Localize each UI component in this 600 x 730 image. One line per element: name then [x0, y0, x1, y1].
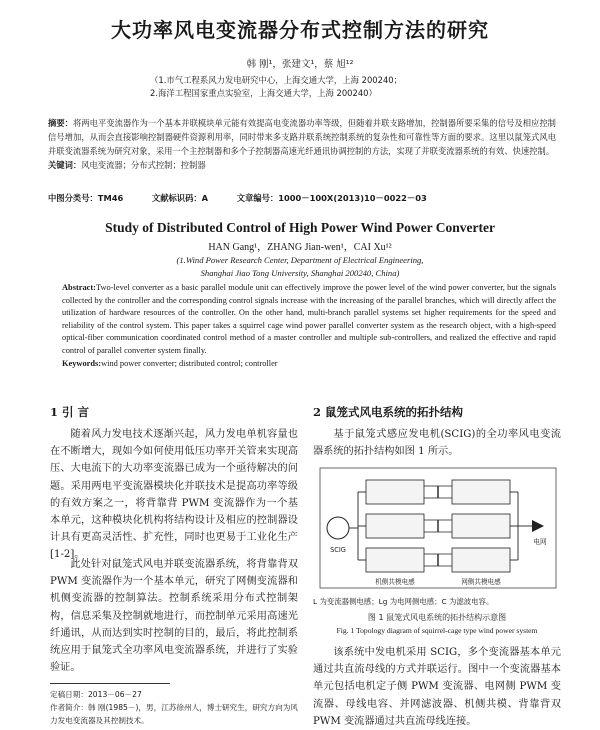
cn-affiliations [150, 74, 490, 100]
section1-paragraph: 随着风力发电技术逐渐兴起，风力发电单机容量也在不断增大，现如今如何使用低压功率开关管来实现高压、大电流下的大功率变流器已成为一个亟待解决的问题。采用两电平变流器模块化并联技术是提高功率等级的有效方案之一，将背靠背 PWM 变流器作为一个基本单元，这种模块化机构将结构设计及相应的控制器设计具有更高灵活性、扩充性，同时也更易于工业化生产[1-2]。 [50, 429, 298, 561]
converter-unit [366, 514, 510, 538]
en-authors: HAN Gang¹，ZHANG Jian-wen¹，CAI Xu¹² [208, 242, 392, 253]
doc-code: 文献标识码：A [151, 193, 209, 203]
figure-legend: L 为变流器侧电感；Lg 为电网侧电感；C 为滤波电容。 [313, 597, 494, 606]
machine-side-converter [366, 514, 424, 538]
section2-paragraph: 基于鼠笼式感应发电机(SCIG)的全功率风电变流器系统的拓扑结构如图 1 所示。 [313, 429, 561, 458]
grid-connection-icon [532, 520, 544, 532]
generator-label: SCIG [330, 546, 346, 554]
received-date: 定稿日期：2013－06－27 [50, 690, 142, 699]
en-keywords-label: Keywords: [62, 358, 102, 368]
en-affiliations [0, 254, 600, 279]
section1-paragraph: 此处针对鼠笼式风电并联变流器系统，将背靠背双 PWM 变流器作为一个基本单元，研究了网侧变流器和机侧变流器的控制算法。控制系统采用分布式控制架构，信息采集及控制就地进行，而控制单元采用高速光纤通讯，从而达到实时控制的目的，最后，将此控制系统应用于鼠笼式全功率风电变流器系统，并进行了实验验证。 [50, 559, 298, 674]
clc-number: 中图分类号：TM46 [48, 193, 124, 203]
cn-keywords: 风电变流器；分布式控制；控制器 [81, 160, 206, 170]
section2-heading: 2 鼠笼式风电系统的拓扑结构 [313, 405, 464, 419]
topology-diagram [318, 466, 558, 590]
generator-symbol [327, 517, 349, 539]
cn-title: 大功率风电变流器分布式控制方法的研究 [111, 18, 489, 42]
cn-meta-row [48, 192, 568, 204]
en-keywords: wind power converter; distributed control; controller [101, 358, 278, 368]
machine-side-converter [366, 548, 424, 572]
en-affiliation-line: Shanghai Jiao Tong University, Shanghai 200240, China) [200, 267, 400, 278]
grid-side-converter [452, 480, 510, 504]
author-intro: 作者简介：韩 刚(1985－)，男，江苏徐州人，博士研究生，研究方向为风力发电变流器及其控制技术。 [50, 703, 298, 725]
en-abstract-text: Two-level converter as a basic parallel module unit can effectively improve the power level of the wind power converter, but the signals collected by the controller and the corresponding control signals increase with the increasing of the parallel branches, which will directly affect the utilization of hardware resources of the controller. On the other hand, multi-branch parallel systems set higher requirements for the speed and reliability of the control system. This paper takes a squirrel cage wind power parallel converter system as the research object, with a high-speed optical-fiber communication coordinated control method of a master controller and multiple sub-controllers, and realized the effective and rapid control of parallel converter system finally. [62, 283, 556, 355]
converter-unit [366, 548, 510, 572]
section2-paragraph: 该系统中发电机采用 SCIG，多个变流器基本单元通过共直流母线的方式并联运行。图中一个变流器基本单元包括电机定子侧 PWM 变流器、电网侧 PWM 变流器、母线电容、并网滤波器、机侧共模、背靠背双 PWM 变流器通过共直流母线连接。 [313, 647, 561, 727]
cn-affiliation-line: 2.海洋工程国家重点实验室，上海交通大学，上海 200240） [150, 88, 377, 98]
figure-caption-cn: 图 1 鼠笼式风电系统的拓扑结构示意图 [367, 613, 507, 622]
cn-abstract [48, 116, 556, 172]
machine-side-converter [366, 480, 424, 504]
grid-side-label: 网侧共模电感 [461, 578, 501, 586]
cn-authors: 韩 刚¹，张建文¹，蔡 旭¹² [246, 59, 354, 70]
en-affiliation-line: (1.Wind Power Research Center, Department of Electrical Engineering, [176, 255, 424, 265]
grid-label: 电网 [533, 538, 547, 546]
en-title: Study of Distributed Control of High Power Wind Power Converter [105, 220, 495, 235]
cn-affiliation-line: （1.市气工程系风力发电研究中心，上海交通大学，上海 200240； [150, 75, 402, 85]
cn-abstract-label: 摘要： [48, 118, 73, 128]
grid-side-converter [452, 514, 510, 538]
converter-unit [366, 480, 510, 504]
figure-caption-en: Fig. 1 Topology diagram of squirrel-cage type wind power system [336, 626, 538, 635]
cn-abstract-text: 将两电平变流器作为一个基本并联模块单元能有效提高电变流器功率等级，但随着并联支路增加，控制器所要采集的信号及相应控制信号增加，从而会直接影响控制器硬件资源利用率，同时带来多支路并联系统控制系统的复杂性和可靠性等方面的要求。这里以鼠笼式风电并联变流器系统为研究对象，采用一个主控制器和多个子控制器高速光纤通讯协调控制的方法，实现了并联变流器系统的有效、快速控制。 [48, 118, 556, 156]
footnote-rule [50, 683, 170, 684]
grid-side-converter [452, 548, 510, 572]
footnote [50, 688, 300, 727]
cn-keywords-label: 关键词： [48, 160, 82, 170]
article-number: 文章编号：1000－100X(2013)10－0022－03 [236, 193, 427, 203]
machine-side-label: 机侧共模电感 [375, 578, 415, 586]
section1-heading: 1 引 言 [50, 405, 90, 419]
en-abstract [62, 282, 556, 370]
en-abstract-label: Abstract: [62, 283, 96, 292]
